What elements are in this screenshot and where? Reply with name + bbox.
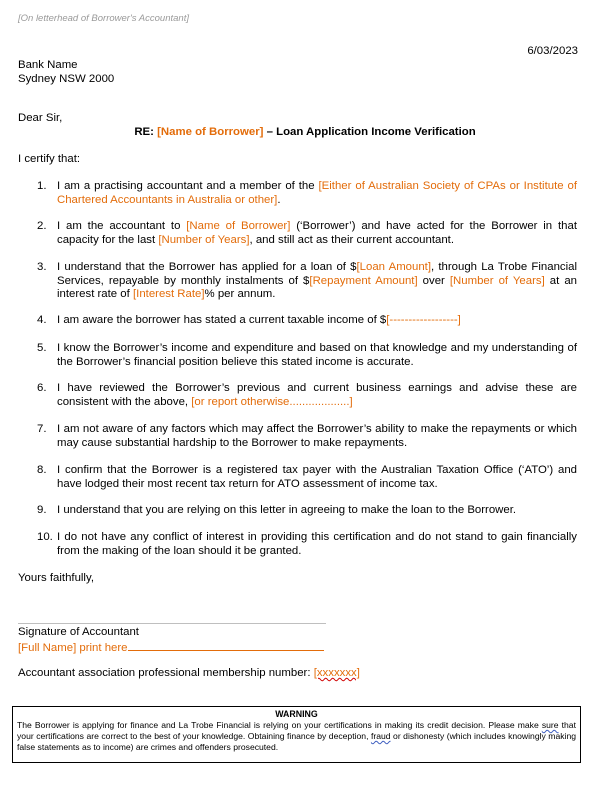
salutation: Dear Sir, — [18, 112, 63, 124]
letter-date: 6/03/2023 — [527, 45, 578, 57]
list-item — [37, 464, 577, 491]
item-text: I am aware the borrower has stated a current taxable income of $[------------------] — [57, 314, 461, 326]
item-text: I have reviewed the Borrower’s previous and current business earnings and advise these are consistent with the above, [or report otherwise...................] — [57, 382, 577, 408]
item-number: 6. — [37, 382, 47, 394]
subject-prefix: RE: — [134, 126, 154, 138]
closing: Yours faithfully, — [18, 572, 94, 584]
item-number: 7. — [37, 423, 47, 435]
subject-borrower-placeholder: [Name of Borrower] — [157, 126, 264, 138]
full-name-field — [18, 640, 324, 654]
membership-number — [18, 667, 360, 679]
item-number: 10. — [37, 531, 53, 543]
address-line-1: Bank Name — [18, 59, 78, 71]
warning-title: WARNING — [275, 709, 318, 719]
item-text: I am a practising accountant and a member of the [Either of Australian Society of CPAs or Institute of Chartered Accountants in Australia or other]. — [57, 180, 577, 206]
recipient-address — [18, 58, 114, 86]
item-number: 4. — [37, 314, 47, 326]
item-text: I know the Borrower’s income and expenditure and based on that knowledge and my understanding of the Borrower’s financial position believe this stated income is accurate. — [57, 342, 577, 368]
membership-placeholder: [xxxxxxx] — [313, 667, 360, 679]
list-item — [37, 220, 577, 247]
letterhead-note: [On letterhead of Borrower's Accountant] — [18, 13, 189, 24]
list-item — [37, 314, 577, 328]
item-text: I am the accountant to [Name of Borrower] (‘Borrower’) and have acted for the Borrower in that capacity for the last [Number of Years], and still act as their current accountant. — [57, 220, 577, 246]
signature-line — [18, 623, 326, 624]
subject-suffix: – Loan Application Income Verification — [266, 126, 476, 138]
item-number: 1. — [37, 180, 47, 192]
warning-text: The Borrower is applying for finance and La Trobe Financial is relying on your certifications in making its credit decision. Please make sure that your certifications are correct to the best of your knowledge. Obtaining finance by deception, fraud or dishonesty (which includes knowingly making false statements as to income) are crimes and offenders prosecuted. — [17, 720, 577, 752]
full-name-placeholder: [Full Name] print here — [18, 642, 128, 654]
subject-line — [0, 126, 610, 138]
address-line-2: Sydney NSW 2000 — [18, 73, 115, 85]
item-text: I am not aware of any factors which may affect the Borrower’s ability to make the repayments or which may cause substantial hardship to the Borrower to make repayments. — [57, 423, 577, 449]
item-number: 2. — [37, 220, 47, 232]
signature-label: Signature of Accountant — [18, 626, 139, 638]
item-number: 3. — [37, 261, 47, 273]
item-text: I understand that you are relying on this letter in agreeing to make the loan to the Borrower. — [57, 504, 517, 516]
list-item — [37, 261, 577, 302]
list-item — [37, 180, 577, 207]
list-item — [37, 342, 577, 369]
membership-label: Accountant association professional membership number: — [18, 667, 314, 679]
item-text: I confirm that the Borrower is a registered tax payer with the Australian Taxation Office (‘ATO’) and have lodged their most recent tax return for ATO assessment of income tax. — [57, 464, 577, 490]
item-number: 8. — [37, 464, 47, 476]
full-name-underline — [128, 640, 324, 651]
certify-intro: I certify that: — [18, 153, 81, 165]
warning-box — [12, 706, 581, 763]
list-item — [37, 423, 577, 450]
list-item — [37, 531, 577, 558]
item-text: I understand that the Borrower has applied for a loan of $[Loan Amount], through La Trobe Financial Services, repayable by monthly instalments of $[Repayment Amount] over [Number of Years] at an interest rate of [Interest Rate]% per annum. — [57, 261, 577, 301]
item-text: I do not have any conflict of interest in providing this certification and do not stand to gain financially from the making of the loan should it be granted. — [57, 531, 577, 557]
item-number: 5. — [37, 342, 47, 354]
list-item — [37, 504, 577, 518]
item-number: 9. — [37, 504, 47, 516]
list-item — [37, 382, 577, 409]
